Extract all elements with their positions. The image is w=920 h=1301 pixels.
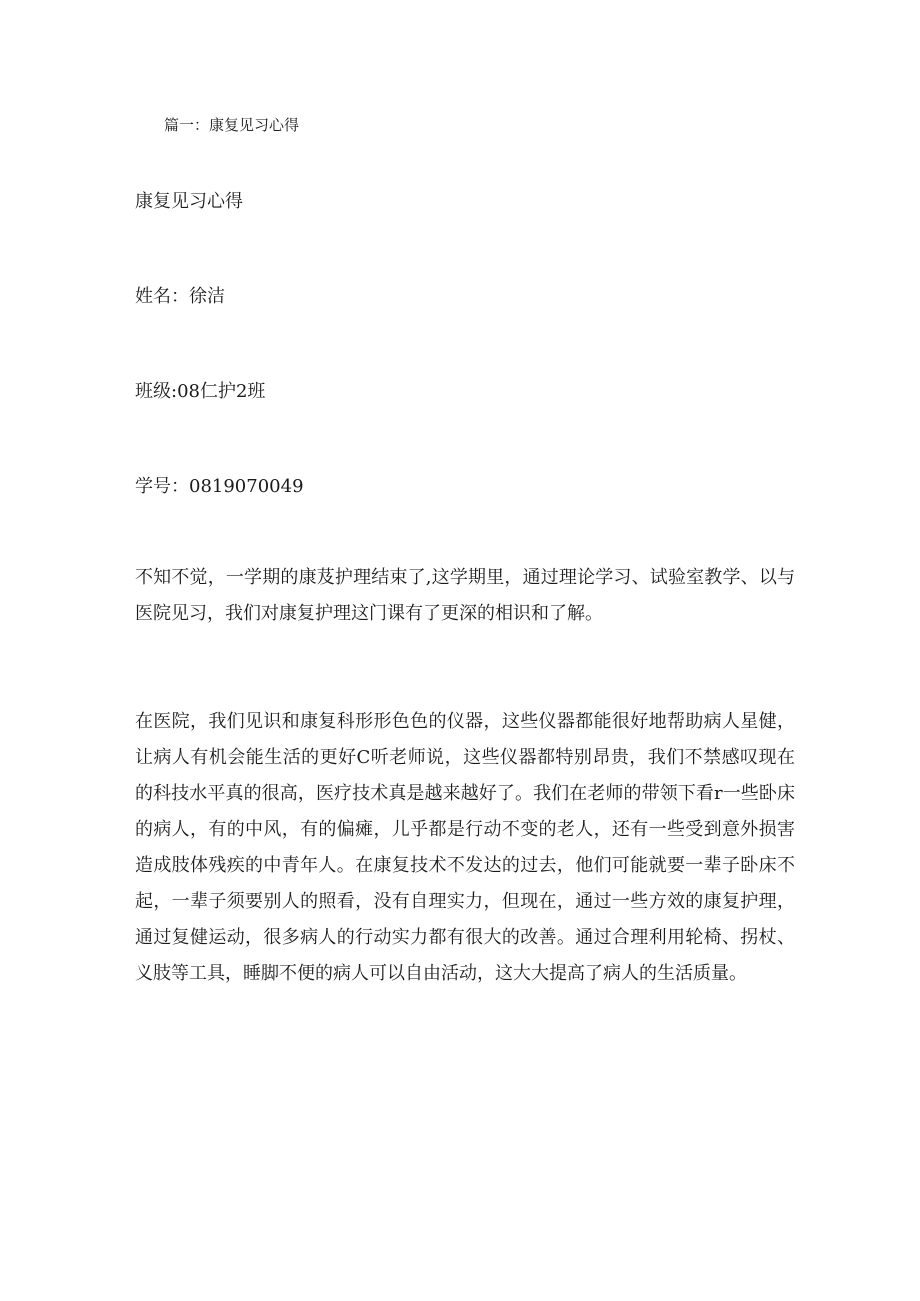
paragraph-hospital: 在医院，我们见识和康复科形形色色的仪器，这些仪器都能很好地帮助病人星健，让病人有机会能生活的更好C听老师说，这些仪器都特别昂贵，我们不禁感叹现在的科技水平真的很高，医疗技术真是越来越好了。我们在老师的带领下看r一些卧床的病人，有的中风，有的偏瘫，儿乎都是行动不变的老人，还有一些受到意外损害造成肢体残疾的中青年人。在康复技术不发达的过去，他们可能就要一辈子卧床不起，一辈子须要别人的照看，没有自理实力，但现在，通过一些方效的康复护理，通过复健运动，很多病人的行动实力都有很大的改善。通过合理利用轮椅、拐杖、义肢等工具，睡脚不便的病人可以自由活动，这大大提高了病人的生活质量。 (135, 711, 795, 984)
paragraph-intro: 不知不觉，一学期的康芨护理结束了,这学期里，通过理论学习、试验室教学、以与医院见习，我们对康复护理这门课有了更深的相识和了解。 (135, 567, 795, 624)
class-line: 班级:08仁护2班 (135, 381, 266, 402)
section-header: 篇一：康复见习心得 (164, 116, 300, 134)
student-id-line: 学号：0819070049 (135, 476, 304, 497)
document-title: 康复见习心得 (135, 191, 243, 212)
name-line: 姓名：徐洁 (135, 286, 225, 307)
